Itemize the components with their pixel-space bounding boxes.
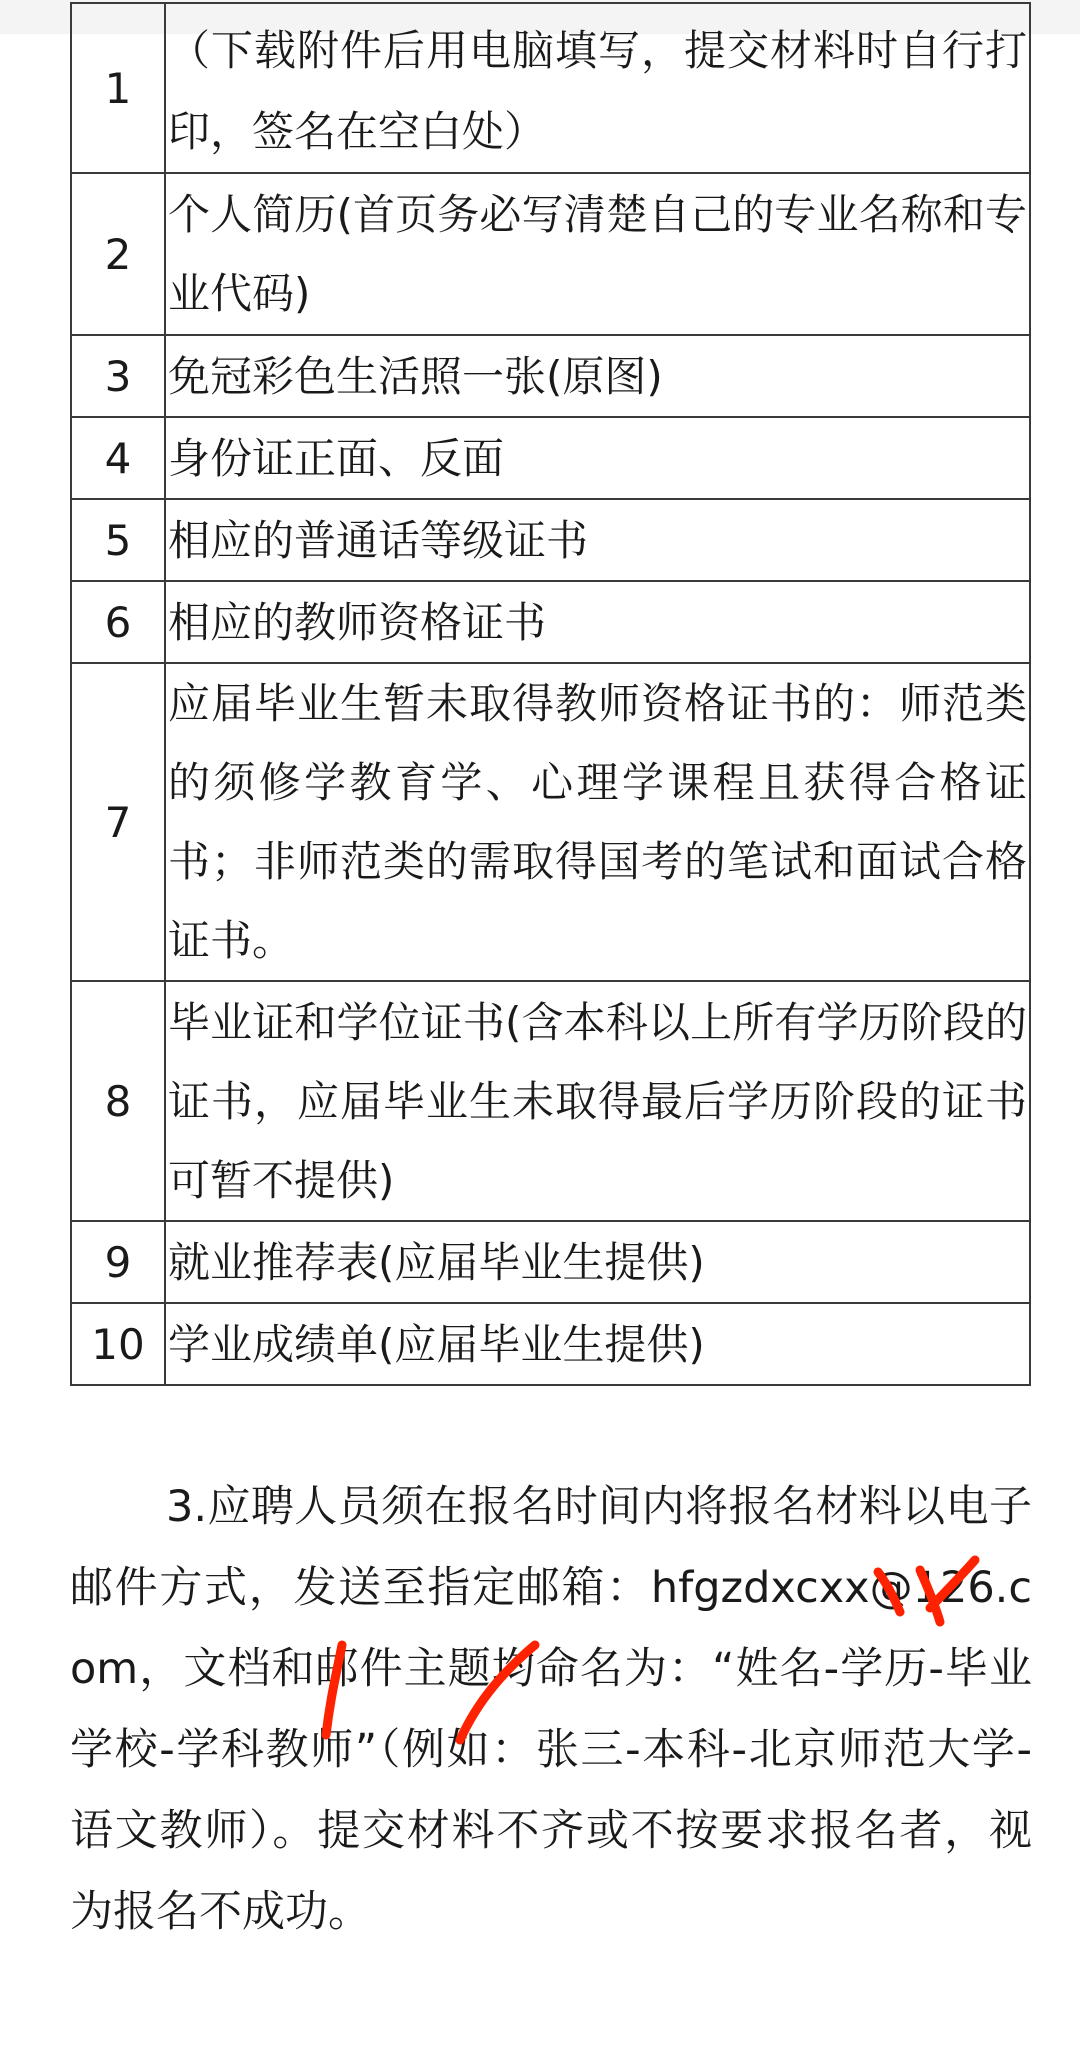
table-row (71, 1221, 1030, 1303)
table-row (71, 1303, 1030, 1385)
submission-instructions: 3.应聘人员须在报名时间内将报名材料以电子邮件方式，发送至指定邮箱：hfgzdxcxx@126.com，文档和邮件主题均命名为：“姓名-学历-毕业学校-学科教师”（例如：张三-本科-北京师范大学-语文教师）。提交材料不齐或不按要求报名者，视为报名不成功。 (70, 1482, 1032, 1937)
row-text: 应届毕业生暂未取得教师资格证书的：师范类的须修学教育学、心理学课程且获得合格证书；非师范类的需取得国考的笔试和面试合格证书。 (165, 663, 1030, 981)
row-text: 就业推荐表(应届毕业生提供) (165, 1221, 1030, 1303)
materials-table (70, 2, 1031, 1386)
row-number: 5 (71, 499, 165, 581)
row-text: 身份证正面、反面 (165, 417, 1030, 499)
row-text: 学业成绩单(应届毕业生提供) (165, 1303, 1030, 1385)
table-row (71, 3, 1030, 173)
row-text: 毕业证和学位证书(含本科以上所有学历阶段的证书，应届毕业生未取得最后学历阶段的证书可暂不提供) (165, 981, 1030, 1221)
table-row (71, 981, 1030, 1221)
row-text: 免冠彩色生活照一张(原图) (165, 335, 1030, 417)
row-number: 7 (71, 663, 165, 981)
table-row (71, 173, 1030, 335)
row-number: 3 (71, 335, 165, 417)
table-row (71, 417, 1030, 499)
row-number: 9 (71, 1221, 165, 1303)
row-text: 相应的教师资格证书 (165, 581, 1030, 663)
row-number: 4 (71, 417, 165, 499)
row-number: 2 (71, 173, 165, 335)
table-row (71, 335, 1030, 417)
row-number: 8 (71, 981, 165, 1221)
row-text: 个人简历(首页务必写清楚自己的专业名称和专业代码) (165, 173, 1030, 335)
row-text: 相应的普通话等级证书 (165, 499, 1030, 581)
row-text: （下载附件后用电脑填写，提交材料时自行打印，签名在空白处） (165, 3, 1030, 173)
row-number: 10 (71, 1303, 165, 1385)
table-row (71, 499, 1030, 581)
table-row (71, 581, 1030, 663)
table-row (71, 663, 1030, 981)
row-number: 6 (71, 581, 165, 663)
row-number: 1 (71, 3, 165, 173)
